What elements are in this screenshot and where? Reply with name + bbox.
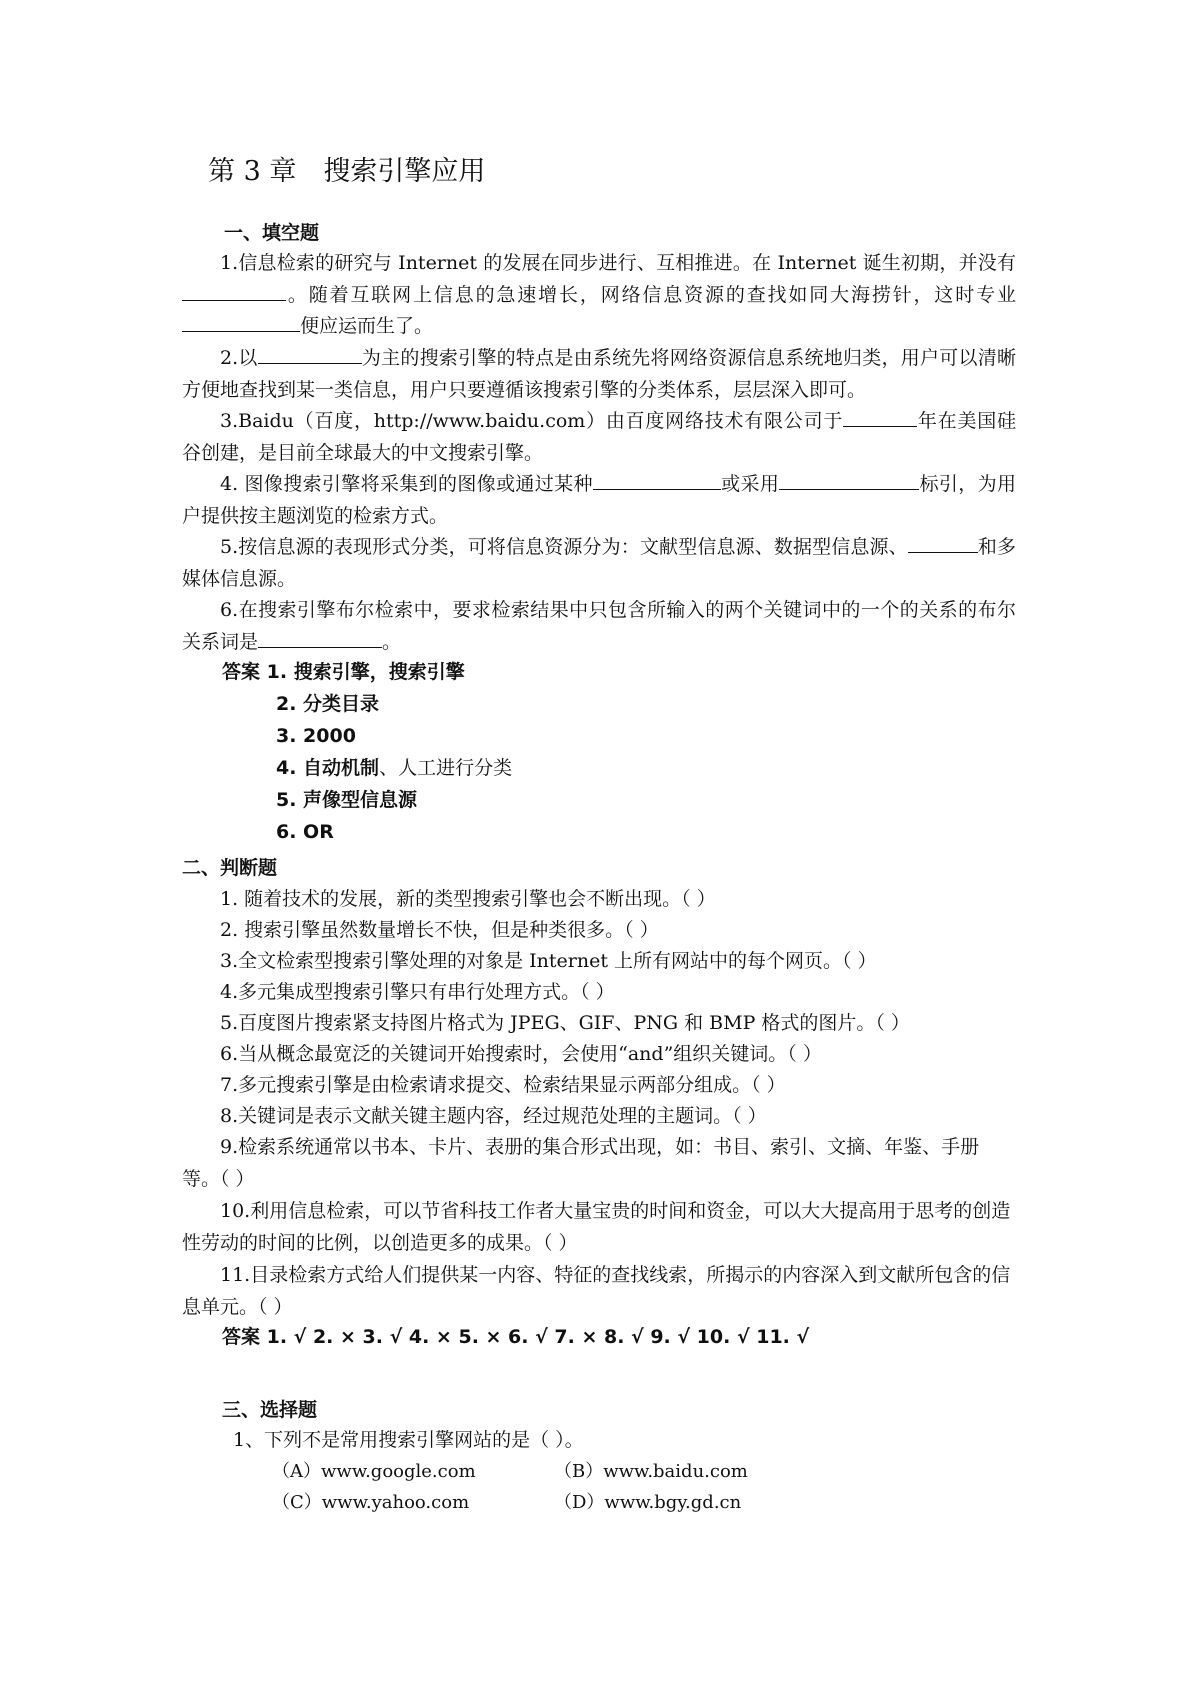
question-text: 或采用	[720, 473, 780, 495]
question-text: 。随着互联网上信息的急速增长，网络信息资源的查找如同大海捞针，这时专业	[286, 283, 1016, 306]
fill-answer-4-bold: 4. 自动机制	[276, 757, 380, 779]
question-text: 2.以	[220, 347, 258, 369]
fill-answer-6: 6. OR	[276, 821, 334, 843]
question-text: 3.Baidu（百度，http://www.baidu.com）由百度网络技术有限公司于	[220, 410, 844, 432]
fill-blank-heading: 一、填空题	[224, 222, 320, 244]
question-text: 年在美国硅谷创建，是目前全球最大的中文搜索引擎。	[182, 410, 1016, 464]
fill-answer-3: 3. 2000	[276, 725, 356, 747]
mc-question-1: 1、下列不是常用搜索引擎网站的是（ ）。	[233, 1429, 584, 1451]
question-text: 6.在搜索引擎布尔检索中，要求检索结果中只包含所输入的两个关键词中的一个的关系的布尔关系词是	[182, 599, 1016, 653]
answer-blank	[258, 343, 362, 364]
fill-answers-label	[222, 657, 465, 689]
fill-answer-4	[276, 753, 512, 785]
answers-label: 答案	[222, 661, 261, 683]
answer-blank	[182, 280, 286, 301]
fill-question-2	[182, 343, 1016, 406]
question-text: 便应运而生了。	[300, 315, 434, 337]
tf-question-9: 9.检索系统通常以书本、卡片、表册的集合形式出现，如：书目、索引、文摘、年鉴、手册等。（ ）	[182, 1136, 980, 1190]
tf-question-5: 5.百度图片搜索紧支持图片格式为 JPEG、GIF、PNG 和 BMP 格式的图片。（ ）	[220, 1012, 910, 1034]
chapter-title: 第 3 章 搜索引擎应用	[208, 156, 486, 187]
tf-question-11: 11.目录检索方式给人们提供某一内容、特征的查找线索，所揭示的内容深入到文献所包含的信息单元。（ ）	[182, 1264, 1011, 1318]
answer-blank	[908, 532, 978, 553]
answer-blank	[843, 406, 917, 427]
question-text: 4. 图像搜索引擎将采集到的图像或通过某种	[220, 473, 593, 495]
question-text: 5.按信息源的表现形式分类，可将信息资源分为：文献型信息源、数据型信息源、	[220, 536, 908, 558]
tf-answers: 答案 1. √ 2. × 3. √ 4. × 5. × 6. √ 7. × 8. √ 9. √ 10. √ 11. √	[222, 1326, 810, 1348]
answer-blank	[182, 311, 300, 332]
question-text: 为主的搜索引擎的特点是由系统先将网络资源信息系统地归类，用户可以清晰方便地查找到某一类信息，用户只要遵循该搜索引擎的分类体系，层层深入即可。	[182, 347, 1016, 401]
question-text: 1.信息检索的研究与 Internet 的发展在同步进行、互相推进。在 Internet 诞生初期，并没有	[220, 252, 1016, 274]
fill-answer-1: 1. 搜索引擎，搜索引擎	[266, 661, 465, 683]
tf-question-4: 4.多元集成型搜索引擎只有串行处理方式。（ ）	[220, 981, 615, 1003]
fill-answer-4-rest: 、人工进行分类	[379, 757, 513, 779]
tf-question-3: 3.全文检索型搜索引擎处理的对象是 Internet 上所有网站中的每个网页。（ ）	[220, 950, 877, 972]
true-false-heading: 二、判断题	[182, 857, 278, 879]
mc-option-a: （A）www.google.com	[272, 1461, 476, 1482]
answer-blank	[258, 627, 382, 648]
mc-option-d: （D）www.bgy.gd.cn	[554, 1492, 742, 1513]
mc-option-c: （C）www.yahoo.com	[272, 1492, 470, 1513]
fill-question-1	[182, 248, 1016, 343]
question-text: 。	[382, 630, 402, 653]
question-text: 标引，为用户提供按主题浏览的检索方式。	[182, 473, 1016, 527]
tf-question-6: 6.当从概念最宽泛的关键词开始搜索时，会使用“and”组织关键词。（ ）	[220, 1043, 822, 1065]
fill-question-5	[182, 532, 1016, 595]
answer-blank	[593, 469, 721, 490]
question-text: 和多媒体信息源。	[182, 536, 1016, 590]
fill-question-6	[182, 595, 1016, 658]
answer-blank	[779, 469, 919, 490]
fill-answer-5: 5. 声像型信息源	[276, 789, 418, 811]
fill-answer-2: 2. 分类目录	[276, 693, 380, 715]
mc-option-b: （B）www.baidu.com	[554, 1461, 748, 1482]
tf-question-7: 7.多元搜索引擎是由检索请求提交、检索结果显示两部分组成。（ ）	[220, 1074, 786, 1096]
tf-question-2: 2. 搜索引擎虽然数量增长不快，但是种类很多。（ ）	[220, 919, 659, 941]
fill-question-4	[182, 469, 1016, 532]
fill-question-3	[182, 406, 1016, 469]
multiple-choice-heading: 三、选择题	[222, 1399, 318, 1421]
tf-question-8: 8.关键词是表示文献关键主题内容，经过规范处理的主题词。（ ）	[220, 1105, 767, 1127]
tf-question-1: 1. 随着技术的发展，新的类型搜索引擎也会不断出现。（ ）	[220, 888, 716, 910]
tf-question-10: 10.利用信息检索，可以节省科技工作者大量宝贵的时间和资金，可以大大提高用于思考的创造性劳动的时间的比例，以创造更多的成果。（ ）	[182, 1200, 1011, 1254]
